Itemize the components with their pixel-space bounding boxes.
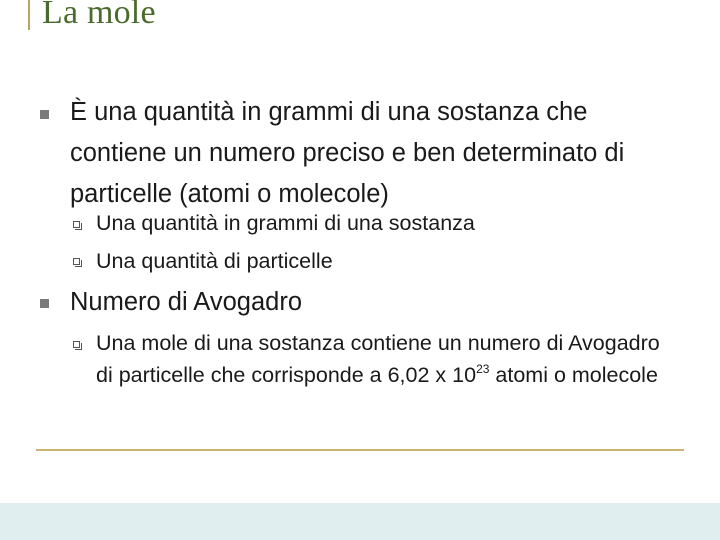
footer-band: [0, 503, 720, 540]
square-bullet-icon: [40, 299, 49, 308]
checkbox-bullet-icon: [73, 221, 80, 228]
divider-line: [36, 449, 684, 451]
avogadro-text-end: atomi o molecole: [489, 363, 658, 387]
checkbox-bullet-icon: [73, 341, 80, 348]
sub-bullet-grams: Una quantità in grammi di una sostanza: [96, 211, 475, 235]
checkbox-bullet-icon: [73, 258, 80, 265]
square-bullet-icon: [40, 110, 49, 119]
bullet-definition: È una quantità in grammi di una sostanza che contiene un numero preciso e ben determinato di particelle (atomi o molecole): [70, 98, 625, 208]
sub-bullet-avogadro-definition: [96, 327, 676, 391]
sub-bullet-particles: Una quantità di particelle: [96, 249, 333, 273]
avogadro-text: Una mole di una sostanza contiene un numero di Avogadro di particelle che corrisponde a 6,02 x 10: [96, 331, 660, 387]
slide-title: La mole: [42, 0, 156, 31]
exponent: 23: [476, 362, 490, 376]
bullet-avogadro: Numero di Avogadro: [70, 288, 303, 316]
title-accent-bar: [28, 0, 30, 30]
